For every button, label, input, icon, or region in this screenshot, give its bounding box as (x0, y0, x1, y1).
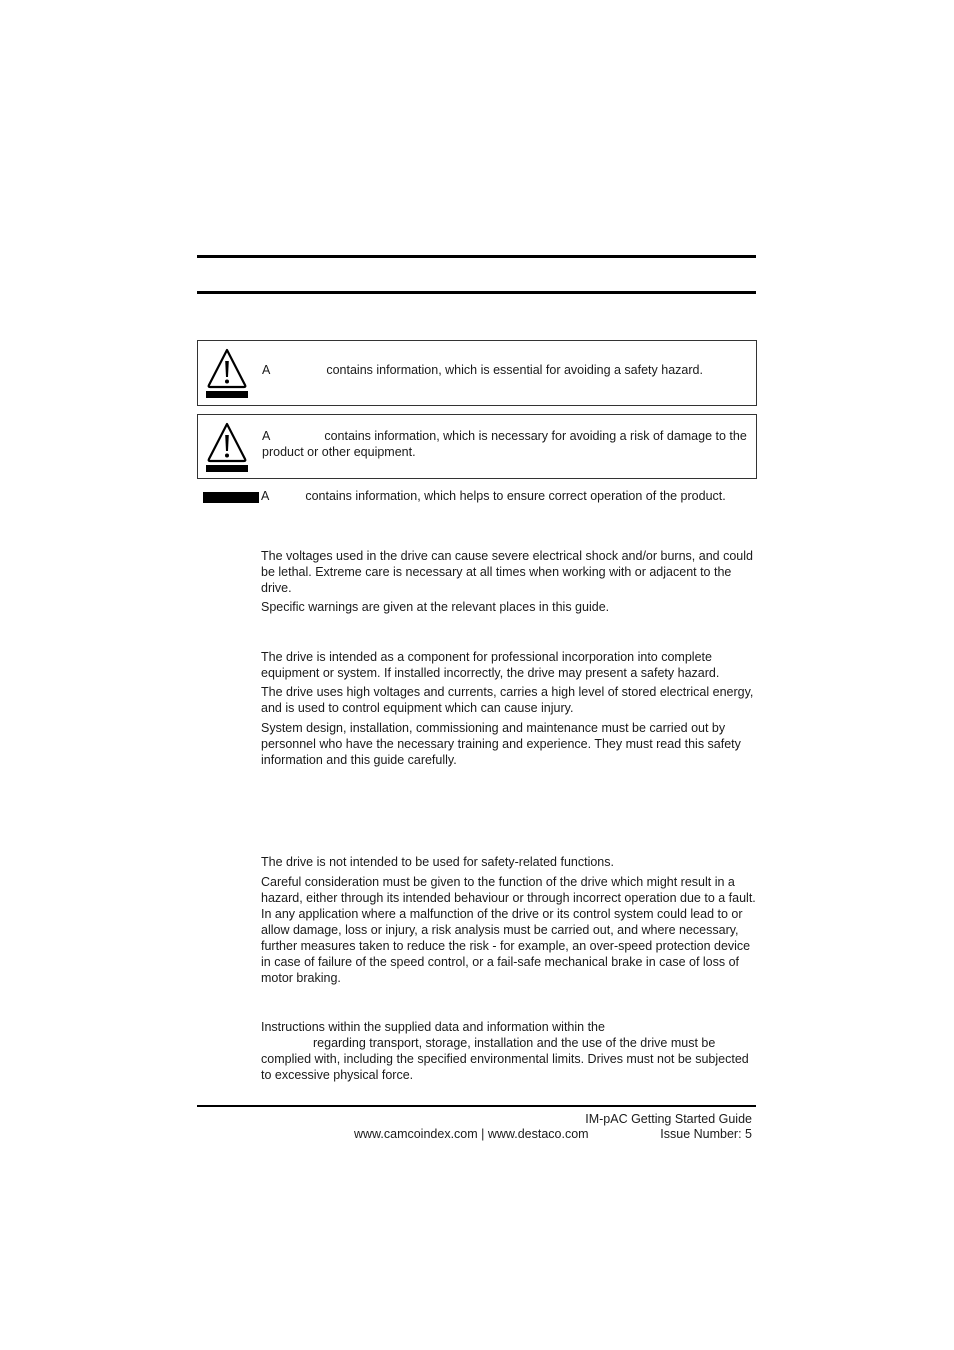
system-design-paragraph-3: System design, installation, commissioning and maintenance must be carried out by personnel who have the necessary training and experience. They must read this safety information and this guide carefully. (261, 721, 741, 767)
system-design-paragraph-1: The drive is intended as a component for professional incorporation into complete equipment or system. If installed incorrectly, the drive may present a safety hazard. (261, 650, 720, 680)
warning-box (197, 340, 757, 406)
caution-box (197, 414, 757, 479)
footer-issue-number: Issue Number: 5 (660, 1127, 752, 1141)
note-text (261, 488, 726, 504)
electrical-safety-paragraph-2: Specific warnings are given at the relevant places in this guide. (261, 600, 610, 614)
environmental-rest: regarding transport, storage, installation and the use of the drive must be complied with, including the specified environmental limits. Drives must not be subjected to excessive physical force. (261, 1036, 749, 1082)
note-prefix: A (261, 489, 270, 503)
note-body: contains information, which helps to ensure correct operation of the product. (305, 489, 726, 503)
warning-body: contains information, which is essential for avoiding a safety hazard. (326, 363, 703, 377)
note-label-bar (203, 492, 259, 503)
system-design-paragraph-2: The drive uses high voltages and currents, carries a high level of stored electrical energy, and is used to control equipment which can cause injury. (261, 685, 754, 715)
electrical-safety-paragraph-1: The voltages used in the drive can cause severe electrical shock and/or burns, and could be lethal. Extreme care is necessary at all times when working with or adjacent to the drive. (261, 549, 753, 595)
footer-website: www.camcoindex.com | www.destaco.com (354, 1127, 589, 1141)
caution-body: contains information, which is necessary for avoiding a risk of damage to the product or other equipment. (262, 429, 747, 459)
footer-title: IM-pAC Getting Started Guide (585, 1112, 752, 1126)
warning-text (262, 362, 752, 378)
warning-triangle-icon (206, 347, 248, 399)
caution-triangle-icon (206, 421, 248, 473)
caution-text (262, 428, 752, 460)
warning-prefix: A (262, 363, 271, 377)
environmental-paragraph (261, 1019, 757, 1083)
environmental-line-1: Instructions within the supplied data and information within the (261, 1020, 605, 1034)
safety-functions-paragraph-2: Careful consideration must be given to the function of the drive which might result in a hazard, either through its intended behaviour or through incorrect operation due to a fault. In any application where a malfunction of the drive or its control system could lead to or allow damage, loss or injury, a risk analysis must be carried out, and where necessary, further measures taken to reduce the risk - for example, an over-speed protection device in case of failure of the speed control, or a fail-safe mechanical brake in case of loss of motor braking. (261, 875, 756, 985)
safety-functions-paragraph-1: The drive is not intended to be used for safety-related functions. (261, 855, 614, 869)
header-rule-top (197, 255, 756, 258)
header-rule-bottom (197, 291, 756, 294)
caution-prefix: A (262, 429, 271, 443)
footer-rule (197, 1105, 756, 1107)
